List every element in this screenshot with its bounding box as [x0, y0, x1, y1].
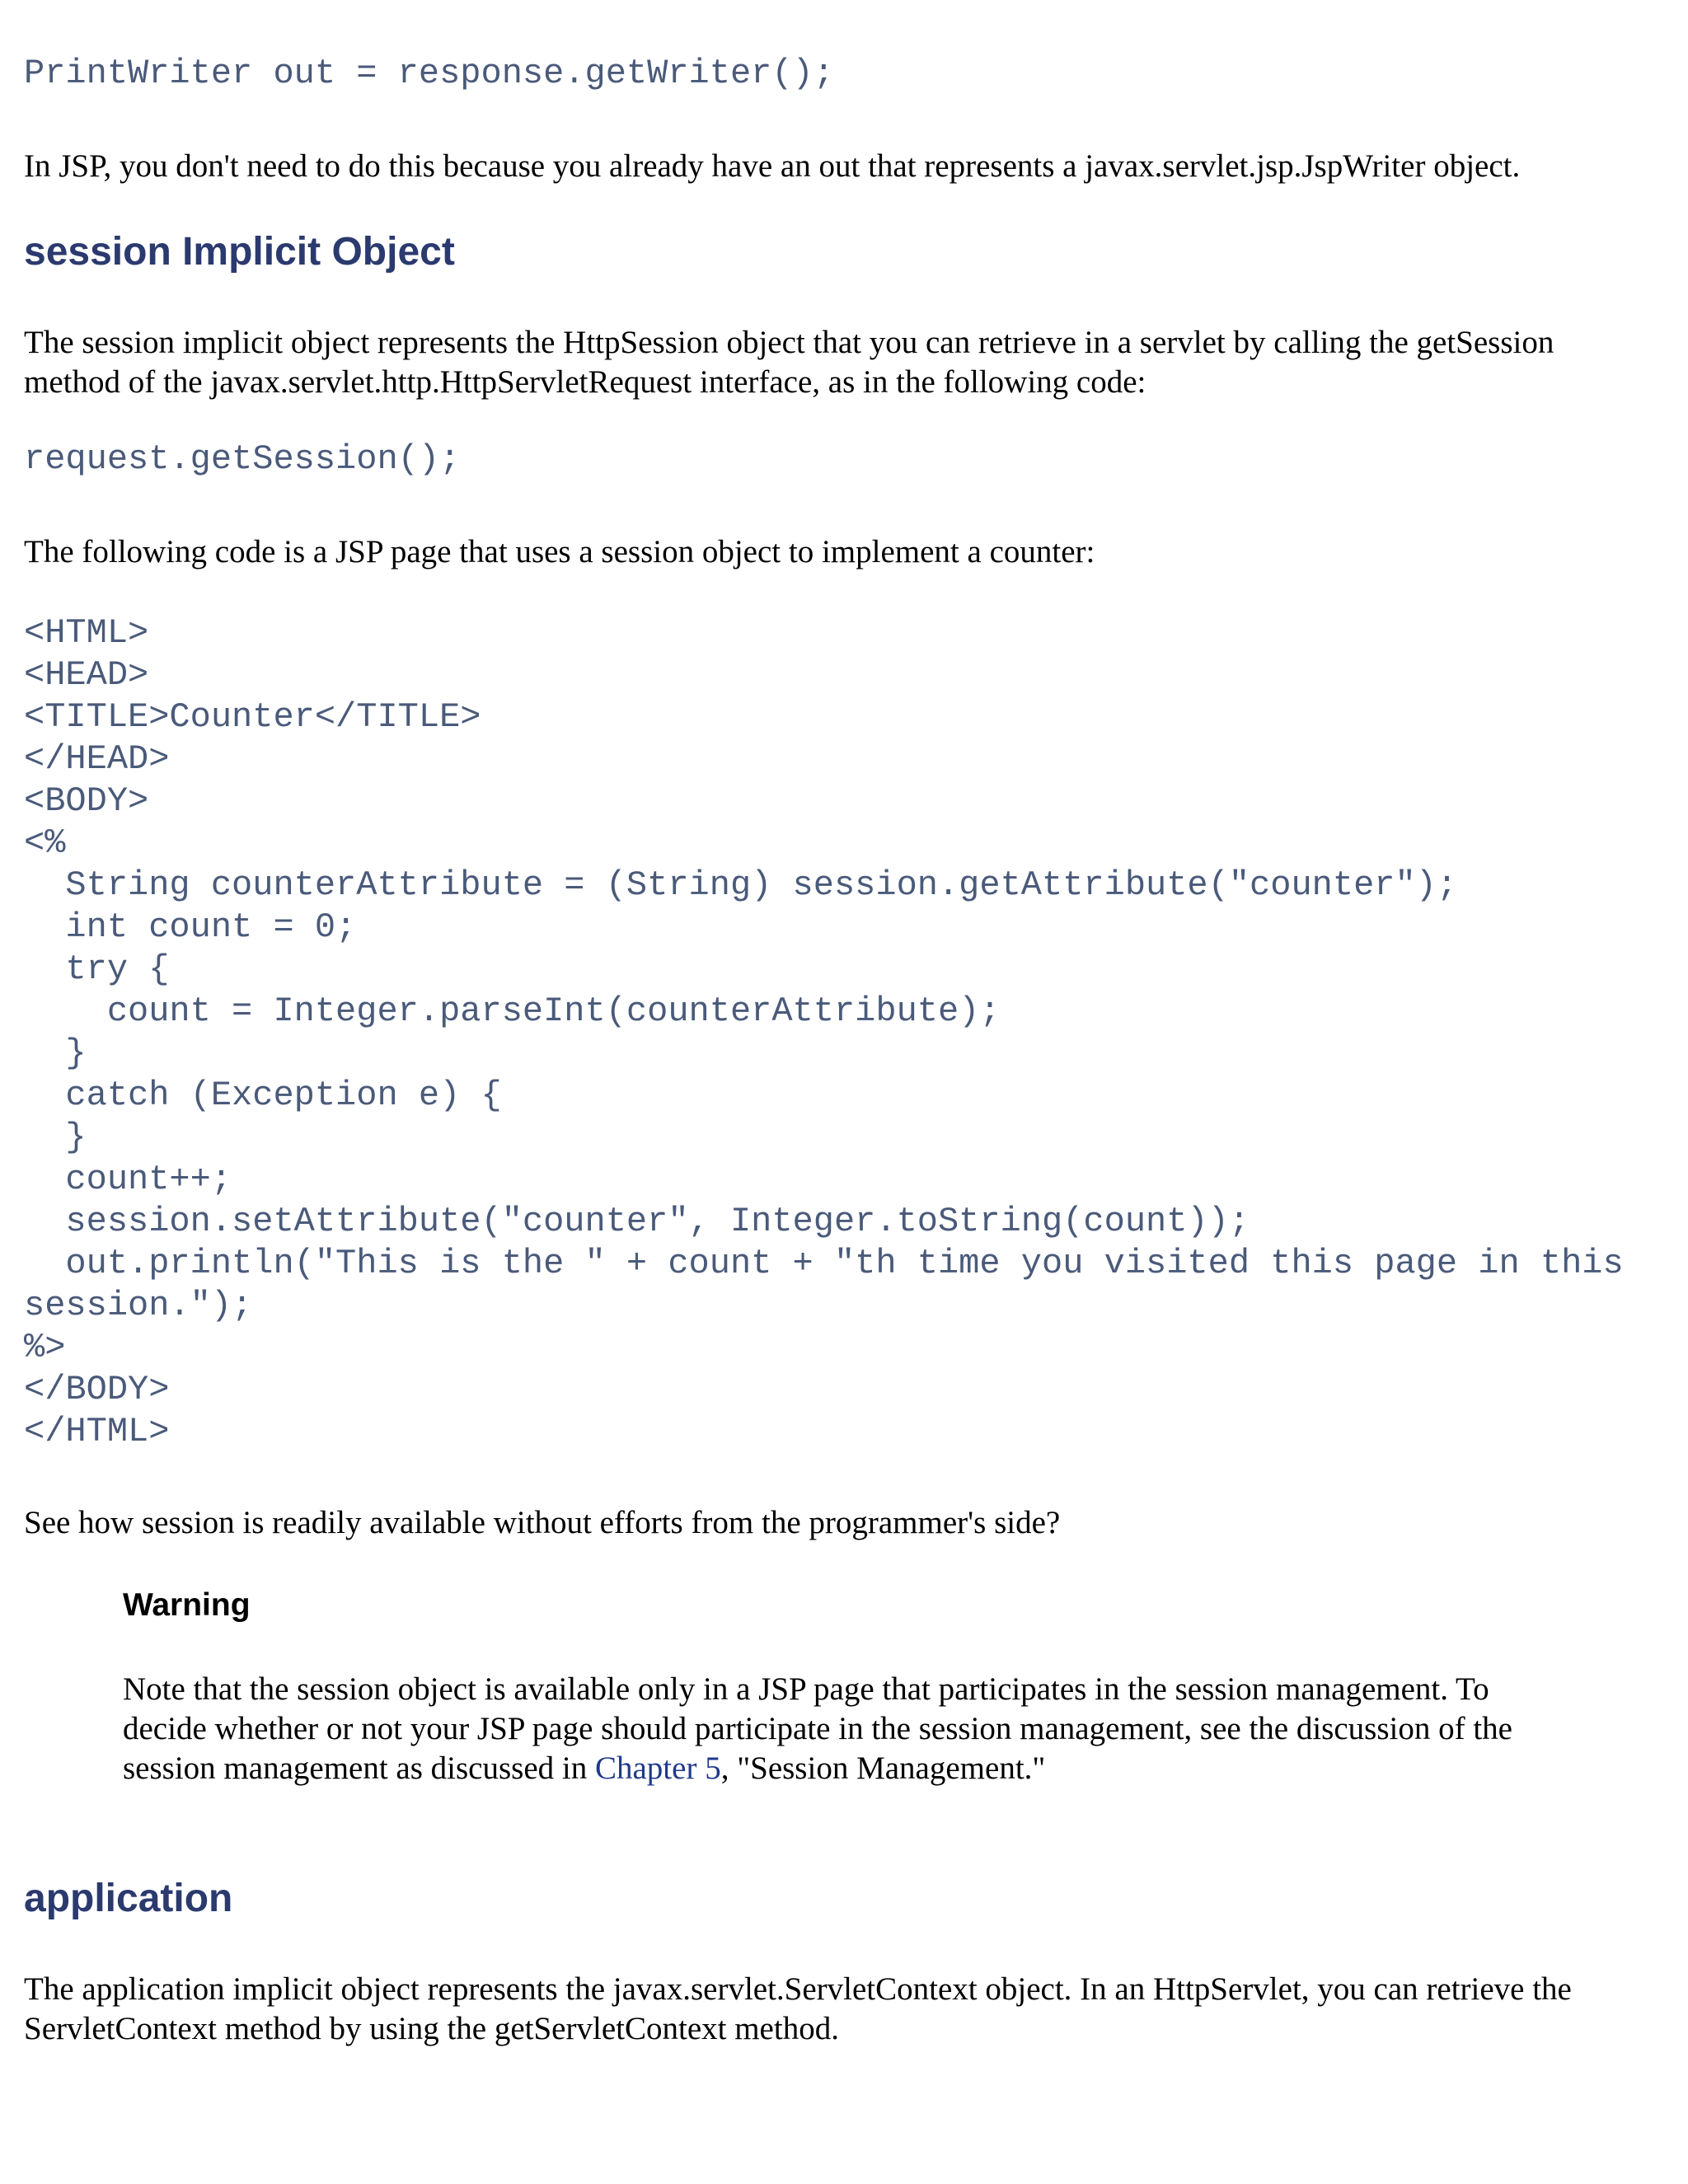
warning-note	[123, 1586, 1573, 1788]
paragraph-counter-intro: The following code is a JSP page that uses a session object to implement a counter:	[24, 534, 1095, 569]
warning-text-before: Note that the session object is available only in a JSP page that participates in the session management. To decide whether or not your JSP page should participate in the session management, see the discussion of the session management as discussed in	[123, 1671, 1512, 1786]
warning-text-after: , "Session Management."	[720, 1750, 1046, 1786]
paragraph-session-available: See how session is readily available without efforts from the programmer's side?	[24, 1505, 1061, 1540]
code-getsession: request.getSession();	[24, 439, 461, 479]
code-printwriter: PrintWriter out = response.getWriter();	[24, 54, 834, 93]
heading-session-implicit-object: session Implicit Object	[24, 230, 455, 274]
paragraph-jsp-out: In JSP, you don't need to do this because you already have an out that represents a javax.servlet.jsp.JspWriter object.	[24, 148, 1521, 184]
heading-application: application	[24, 1877, 233, 1920]
code-counter-jsp: <HTML> <HEAD> <TITLE>Counter</TITLE> </HEAD> <BODY> <% String counterAttribute = (String) session.getAttribute("counter"); int count = 0; try { count = Integer.parseInt(counterAttribute); } catch (Exception e) { } count++; session.setAttribute("counter", Integer.toString(count)); out.println("This is the " + count + "th time you visited this page in this session."); %> </BODY> </HTML>	[24, 613, 1624, 1451]
chapter-5-link[interactable]: Chapter 5	[594, 1750, 721, 1786]
paragraph-application-description: The application implicit object represents the javax.servlet.ServletContext object. In an HttpServlet, you can retrieve the ServletContext method by using the getServletContext method.	[24, 1971, 1572, 2046]
warning-title: Warning	[123, 1587, 251, 1623]
warning-text	[123, 1670, 1573, 1788]
paragraph-session-description: The session implicit object represents the HttpSession object that you can retrieve in a servlet by calling the getSession method of the javax.servlet.http.HttpServletRequest interface, as in the following code:	[24, 325, 1554, 400]
